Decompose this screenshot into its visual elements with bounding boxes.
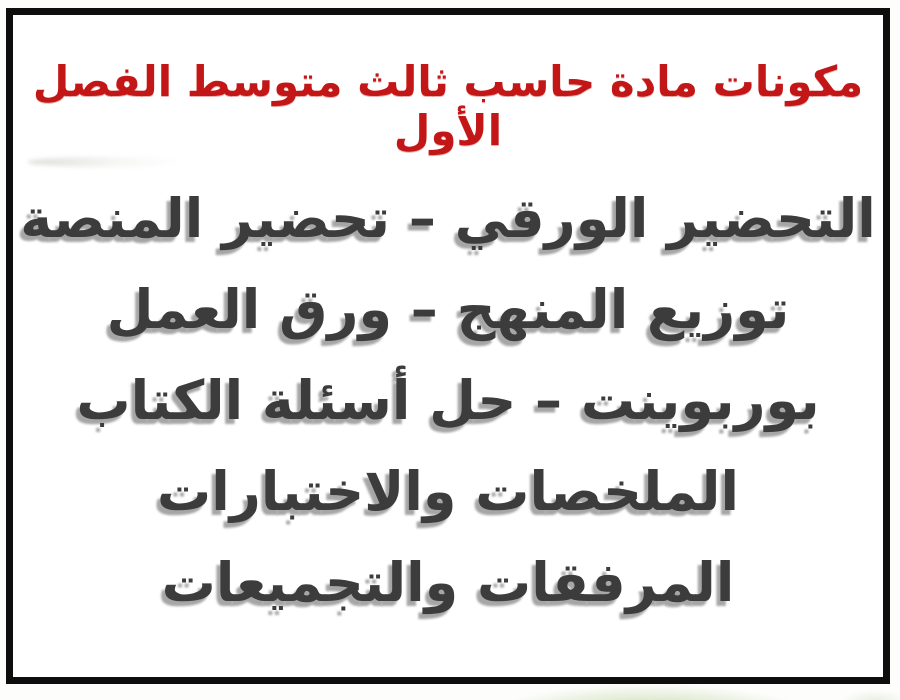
- body-line-5: المرفقات والتجميعات: [161, 551, 735, 614]
- body-line-3: بوربوينت – حل أسئلة الكتاب: [76, 369, 820, 432]
- body-line-1: التحضير الورقي – تحضير المنصة: [20, 187, 876, 250]
- slide-body: [13, 173, 883, 628]
- slide-title: مكونات مادة حاسب ثالث متوسط الفصل الأول: [32, 57, 864, 155]
- body-line-4: الملخصات والاختبارات: [157, 460, 739, 523]
- green-blob-artifact: [505, 686, 795, 700]
- smudge-artifact: [27, 157, 187, 167]
- green-blob-artifact-right: [840, 690, 900, 700]
- body-line-2: توزيع المنهج – ورق العمل: [106, 278, 790, 341]
- slide-frame: [6, 8, 890, 684]
